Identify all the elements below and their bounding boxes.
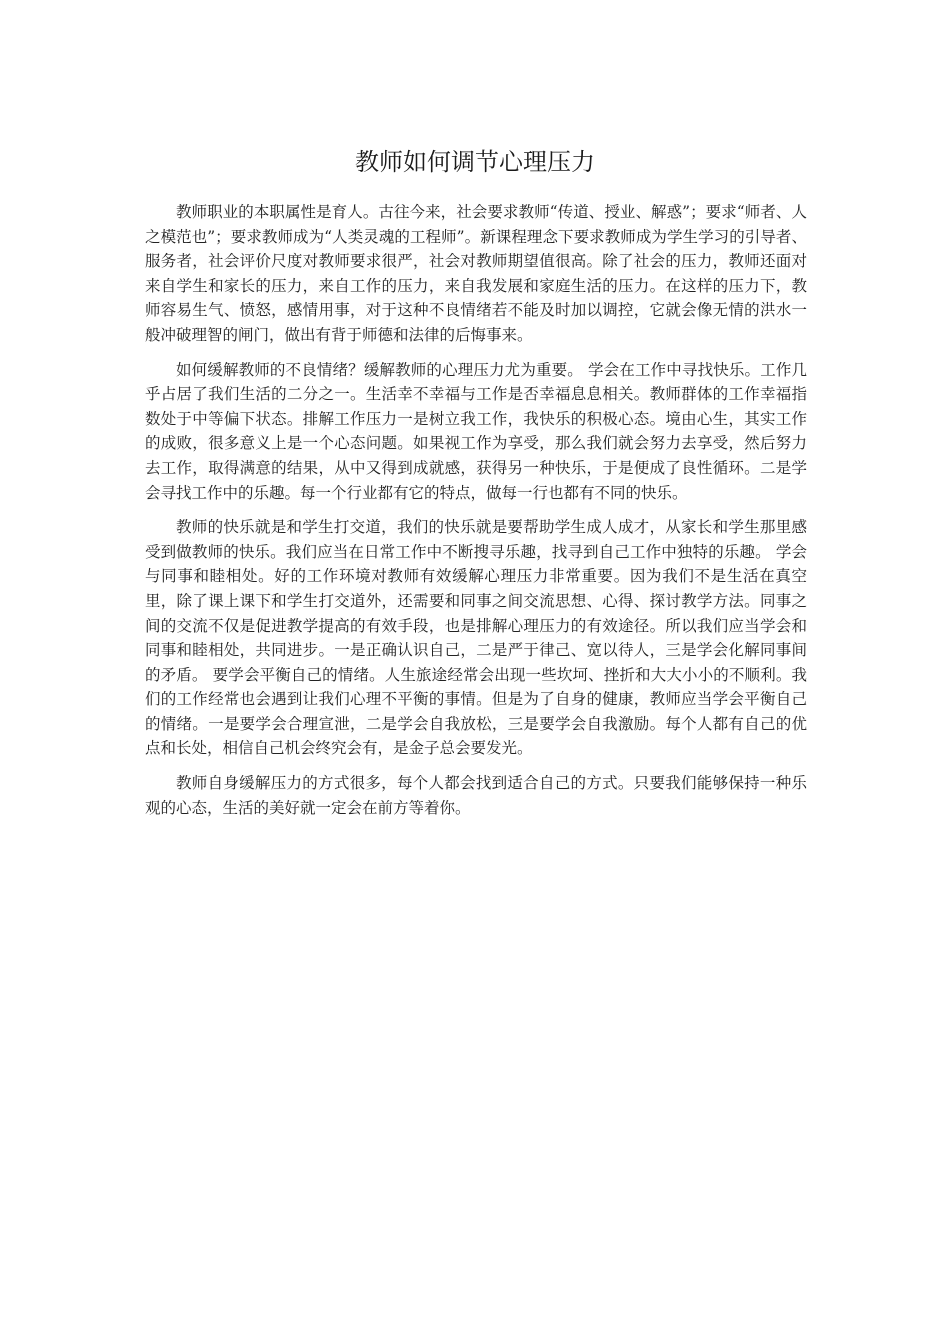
document-title: 教师如何调节心理压力 xyxy=(355,148,595,176)
paragraph-3: 教师的快乐就是和学生打交道，我们的快乐就是要帮助学生成人成才，从家长和学生那里感受到做教师的快乐。我们应当在日常工作中不断搜寻乐趣，找寻到自己工作中独特的乐趣。 学会与同事和睦相处。好的工作环境对教师有效缓解心理压力非常重要。因为我们不是生活在真空里，除了课上课下和学生打交道外，还需要和同事之间交流思想、心得、探讨教学方法。同事之间的交流不仅是促进教学提高的有效手段，也是排解心理压力的有效途径。所以我们应当学会和同事和睦相处，共同进步。一是正确认识自己，二是严于律己、宽以待人，三是学会化解同事间的矛盾。 要学会平衡自己的情绪。人生旅途经常会出现一些坎坷、挫折和大大小小的不顺利。我们的工作经常也会遇到让我们心理不平衡的事情。但是为了自身的健康，教师应当学会平衡自己的情绪。一是要学会合理宣泄，二是学会自我放松，三是要学会自我激励。每个人都有自己的优点和长处，相信自己机会终究会有，是金子总会要发光。 xyxy=(145,518,807,758)
paragraph-4: 教师自身缓解压力的方式很多，每个人都会找到适合自己的方式。只要我们能够保持一种乐观的心态，生活的美好就一定会在前方等着你。 xyxy=(145,774,807,817)
paragraph-2: 如何缓解教师的不良情绪？缓解教师的心理压力尤为重要。 学会在工作中寻找快乐。工作几乎占居了我们生活的二分之一。生活幸不幸福与工作是否幸福息息相关。教师群体的工作幸福指数处于中等偏下状态。排解工作压力一是树立我工作，我快乐的积极心态。境由心生，其实工作的成败，很多意义上是一个心态问题。如果视工作为享受，那么我们就会努力去享受，然后努力去工作，取得满意的结果，从中又得到成就感，获得另一种快乐，于是便成了良性循环。二是学会寻找工作中的乐趣。每一个行业都有它的特点，做每一行也都有不同的快乐。 xyxy=(145,360,807,502)
paragraph-1: 教师职业的本职属性是育人。古往今来，社会要求教师“传道、授业、解惑”；要求“师者、人之模范也”；要求教师成为“人类灵魂的工程师”。新课程理念下要求教师成为学生学习的引导者、服务者，社会评价尺度对教师要求很严，社会对教师期望值很高。除了社会的压力，教师还面对来自学生和家长的压力，来自工作的压力，来自我发展和家庭生活的压力。在这样的压力下，教师容易生气、愤怒，感情用事，对于这种不良情绪若不能及时加以调控，它就会像无情的洪水一般冲破理智的闸门，做出有背于师德和法律的后悔事来。 xyxy=(145,203,807,344)
document-body xyxy=(145,200,807,830)
